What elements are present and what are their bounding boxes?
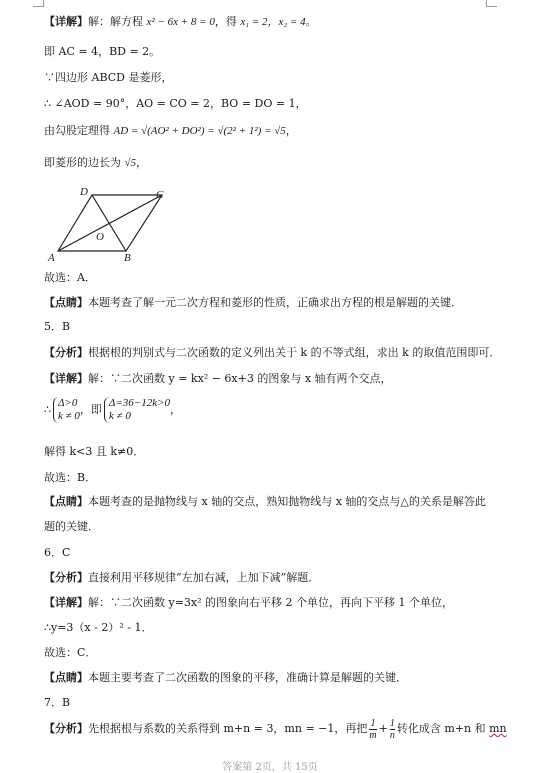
solution-line: 【详解】解：∵二次函数 y=3x² 的图象向右平移 2 个单位，再向下平移 1 个单位， <box>44 596 454 609</box>
text-line: ∴y=3（x - 2）² - 1． <box>44 621 153 634</box>
note-line: 【点睛】本题主要考查了二次函数的图象的平移，准确计算是解题的关键． <box>44 671 407 684</box>
answer-number: 5．B <box>44 320 71 333</box>
answer-number: 6．C <box>44 546 71 559</box>
analysis-line: 【分析】先根据根与系数的关系得到 m+n = 3，mn = −1，再把 $\frac{1}{m}$ + $\frac{1}{n}$ 转化成含 m+n 和 mn <box>44 717 507 741</box>
corner-mark <box>33 0 44 7</box>
text-line: ∴ ∠AOD = 90°，AO = CO = 2，BO = DO = 1， <box>44 97 307 110</box>
solution-line: 【详解】解：解方程 x² − 6x + 8 = 0，得 x₁ = 2，x₂ = 4。 <box>44 15 317 28</box>
note-line: 【点睛】本题考查的是抛物线与 x 轴的交点，熟知抛物线与 x 轴的交点与△的关系是解答此 <box>44 495 486 508</box>
figure-label: D <box>80 186 88 198</box>
answer-number: 7．B <box>44 696 71 709</box>
text-line: 即 AC = 4，BD = 2。 <box>44 45 161 58</box>
analysis-line: 【分析】根据根的判别式与二次函数的定义列出关于 k 的不等式组，求出 k 的取值范围即可． <box>44 346 501 359</box>
text-line: 解得 k<3 且 k≠0． <box>44 445 145 458</box>
inequality-system: ∴ Δ>0 k ≠ 0，即 Δ=36−12k>0 k ≠ 0 ， <box>44 397 182 422</box>
analysis-line: 【分析】直接利用平移规律“左加右减，上加下减”解题． <box>44 571 320 584</box>
pythagoras-line: 由勾股定理得 AD = √(AO² + DO²) = √(2² + 1²) = √5， <box>44 124 297 137</box>
text-line: 即菱形的边长为 √5， <box>44 156 148 169</box>
text-line: ∵四边形 ABCD 是菱形， <box>44 71 173 84</box>
figure-label: C <box>156 189 164 201</box>
text-line: 故选：B． <box>44 471 97 484</box>
text-line: 故选：C． <box>44 646 97 659</box>
rhombus-figure <box>44 183 174 263</box>
solution-line: 【详解】解：∵二次函数 y = kx² − 6x+3 的图象与 x 轴有两个交点， <box>44 372 392 385</box>
figure-label: A <box>48 252 55 263</box>
figure-label: O <box>96 231 104 243</box>
figure-label: B <box>124 252 131 263</box>
note-line: 【点睛】本题考查了解一元二次方程和菱形的性质，正确求出方程的根是解题的关键． <box>44 296 462 309</box>
text-line: 题的关键． <box>44 520 99 533</box>
text-line: 故选：A． <box>44 271 96 284</box>
corner-mark <box>486 0 497 7</box>
page-footer: 答案第 2页，共 15页 <box>222 762 318 773</box>
